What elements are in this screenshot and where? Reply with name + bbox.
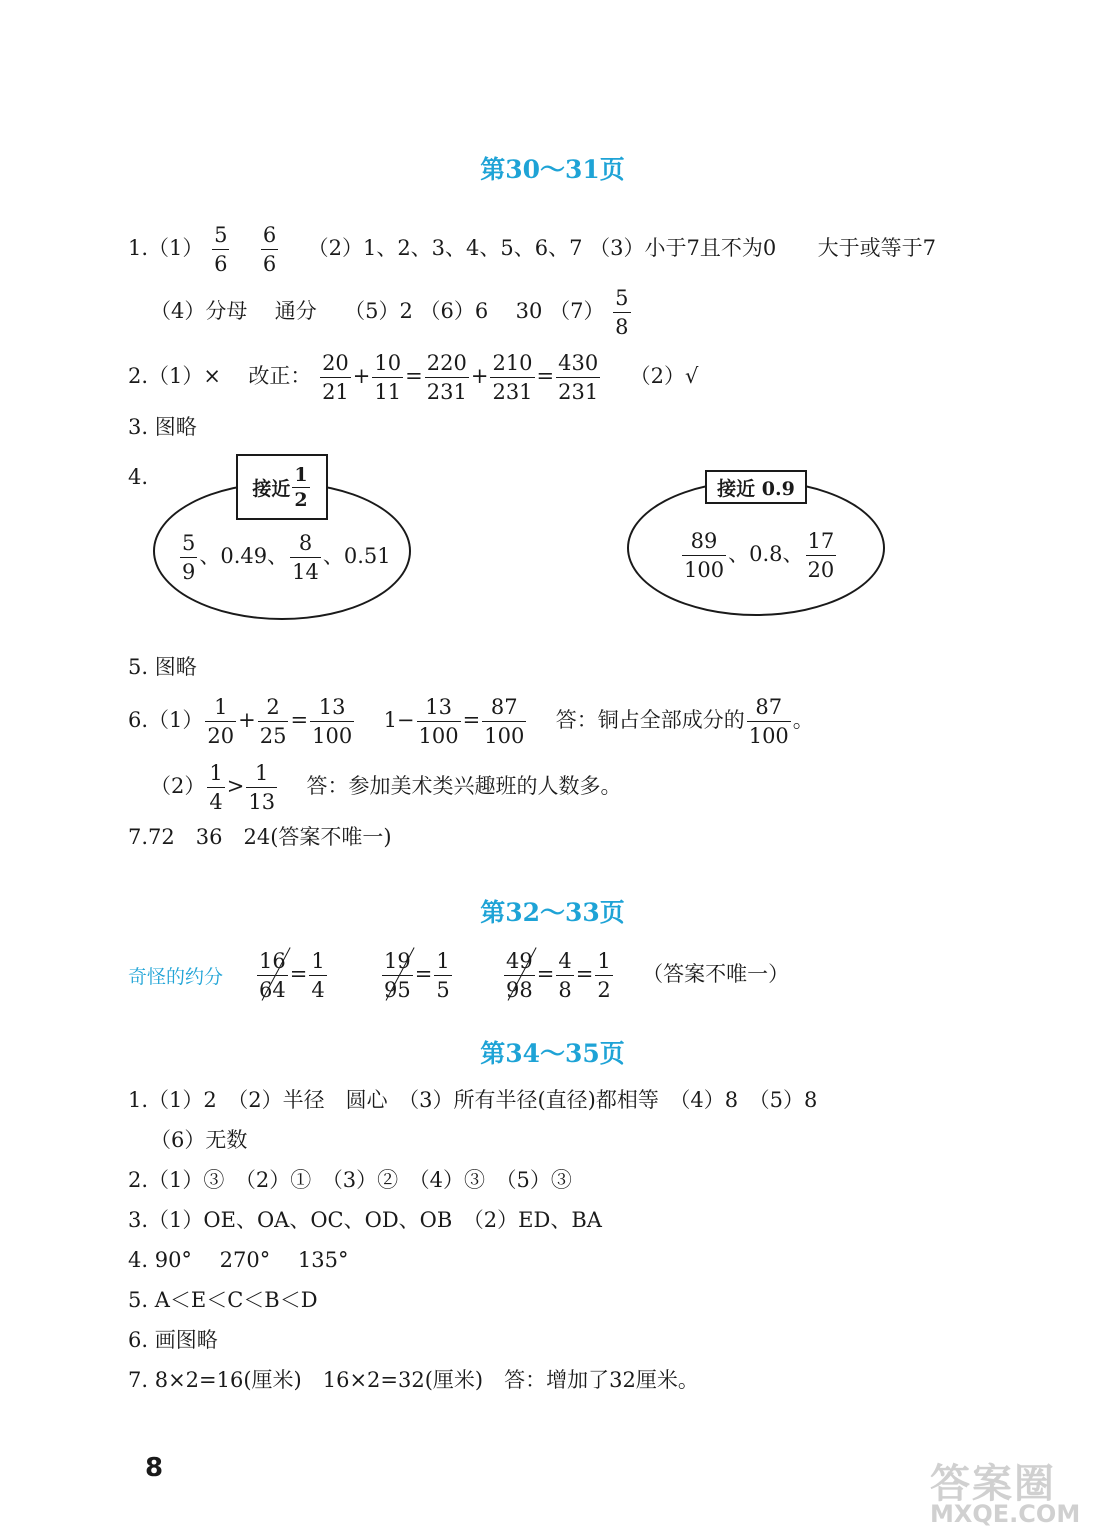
q6-fraction-4: $\frac{13}{100}$ (418, 695, 459, 748)
section-heading-32-33: 第32～33页 (480, 898, 625, 927)
e1-result: $\frac{1}{4}$ (311, 949, 325, 1002)
q6-fraction-8: $\frac{1}{13}$ (248, 761, 276, 814)
q6-fraction-2: $\frac{2}{25}$ (259, 695, 287, 748)
q2-fraction-5: $\frac{430}{231}$ (558, 351, 599, 404)
q1-part5: （5）2 (344, 299, 413, 323)
q6-fraction-7: $\frac{1}{4}$ (209, 761, 223, 814)
e2-result: $\frac{1}{5}$ (436, 949, 450, 1002)
q1-prefix: 1.（1） (128, 236, 204, 260)
reduction-note: （答案不唯一） (642, 962, 790, 986)
q5-line: 5. 图略 (128, 655, 197, 679)
q1-part4b: 通分 (274, 299, 317, 323)
q4-right-fraction-1: $\frac{89}{100}$ (684, 529, 725, 582)
s3-line3: 3.（1）OE、OA、OC、OD、OB （2）ED、BA (128, 1208, 602, 1232)
q2-label: 改正： (248, 364, 312, 388)
page-number: 8 (145, 1453, 164, 1483)
q1-part2: （2）1、2、3、4、5、6、7 (307, 236, 583, 260)
q4-left-fraction-2: $\frac{8}{14}$ (292, 531, 319, 584)
q2-fraction-3: $\frac{220}{231}$ (426, 351, 467, 404)
reduction-example-1: $\frac{16}{64}$ = $\frac{1}{4}$ (259, 949, 325, 1002)
s3-line4: 4. 90° 270° 135° (128, 1248, 349, 1272)
q4-left-items: $\frac{5}{9}$ 、0.49、 $\frac{8}{14}$ 、0.51 (182, 531, 391, 584)
q1-part6b: 30 (515, 299, 543, 323)
e2-fraction: $\frac{19}{95}$ (384, 949, 411, 1002)
strange-reduction-label: 奇怪的约分 (128, 966, 224, 988)
q6-fraction-5: $\frac{87}{100}$ (484, 695, 525, 748)
e3-fraction: $\frac{49}{98}$ (506, 949, 533, 1002)
q1-fraction-7: $\frac{5}{8}$ (615, 286, 629, 339)
q4-left-fraction-1: $\frac{5}{9}$ (182, 531, 196, 584)
q2-prefix: 2.（1）× (128, 364, 221, 388)
e1-fraction: $\frac{16}{64}$ (259, 949, 286, 1002)
reduction-example-3: $\frac{49}{98}$ = $\frac{4}{8}$ = $\frac{1}{2}$ （答案不唯一） (506, 949, 790, 1002)
q1-part3: （3）小于7且不为0 (589, 236, 777, 260)
q6-fraction-6: $\frac{87}{100}$ (748, 695, 789, 748)
q2-part2: （2）√ (629, 364, 699, 388)
q1-line2 (150, 285, 633, 340)
q4-right-box: 接近 0.9 (705, 470, 807, 504)
q6-line1: 6.（1） $\frac{1}{20}$ + $\frac{2}{25}$ = $\frac{13}{100}$ 1− $\frac{13}{100}$ = $\frac{87}{100}$ 答：铜占全部成分的 $\frac{87}{100}$ 。 (128, 695, 814, 748)
q4-right-items: $\frac{89}{100}$ 、0.8、 $\frac{17}{20}$ (684, 529, 835, 582)
q4-right-fraction-2: $\frac{17}{20}$ (807, 529, 835, 582)
q1-fraction-1: $\frac{5}{6}$ (214, 223, 228, 276)
q3-line: 3. 图略 (128, 415, 197, 439)
q2-line: 2.（1）× 改正： $\frac{20}{21}$ + $\frac{10}{11}$ = $\frac{220}{231}$ + $\frac{210}{231}$ = $\frac{430}{231}$ （2）√ (128, 351, 699, 404)
q2-fraction-1: $\frac{20}{21}$ (322, 351, 349, 404)
section-heading-34-35: 第34～35页 (480, 1039, 625, 1068)
q2-fraction-4: $\frac{210}{231}$ (492, 351, 533, 404)
q1-part6: （6）6 (419, 299, 489, 323)
q1-part3b: 大于或等于7 (817, 236, 937, 260)
q1-line1 (128, 222, 936, 277)
watermark-url: MXQE.COM (930, 1500, 1081, 1528)
s3-line5: 5. A＜E＜C＜B＜D (128, 1288, 318, 1312)
s3-line2: 2.（1）③ （2）① （3）② （4）③ （5）③ (128, 1168, 572, 1192)
q4-number: 4. (128, 465, 149, 489)
s3-line7: 7. 8×2=16(厘米) 16×2=32(厘米) 答：增加了32厘米。 (128, 1368, 699, 1392)
q6-answer2: 答：参加美术类兴趣班的人数多。 (306, 774, 622, 798)
reduction-example-2: $\frac{19}{95}$ = $\frac{1}{5}$ (384, 949, 450, 1002)
s3-line1b: （6）无数 (150, 1128, 248, 1152)
q4-left-box-fraction: $\frac{1}{2}$ (294, 463, 308, 511)
s3-line6: 6. 画图略 (128, 1328, 218, 1352)
q1-part4: （4）分母 (150, 299, 248, 323)
q7-line: 7.72 36 24(答案不唯一) (128, 825, 392, 849)
q6-line2: （2） $\frac{1}{4}$ > $\frac{1}{13}$ 答：参加美术类兴趣班的人数多。 (150, 761, 622, 814)
section-heading-30-31: 第30～31页 (480, 155, 625, 184)
watermark-logo: 答案圈 (930, 1461, 1056, 1507)
s3-line1: 1.（1）2 （2）半径 圆心 （3）所有半径(直径)都相等 （4）8 （5）8 (128, 1088, 818, 1112)
q1-fraction-2: $\frac{6}{6}$ (262, 223, 277, 276)
q2-fraction-2: $\frac{10}{11}$ (374, 351, 402, 404)
q4-left-box: 接近 $\frac{1}{2}$ (236, 454, 328, 520)
e3-result-2: $\frac{1}{2}$ (597, 949, 611, 1002)
q1-part7: （7） (549, 299, 605, 323)
e3-result: $\frac{4}{8}$ (558, 949, 572, 1002)
q6-answer1: 答：铜占全部成分的 (555, 708, 745, 732)
q6-fraction-3: $\frac{13}{100}$ (312, 695, 353, 748)
q6-fraction-1: $\frac{1}{20}$ (207, 695, 235, 748)
